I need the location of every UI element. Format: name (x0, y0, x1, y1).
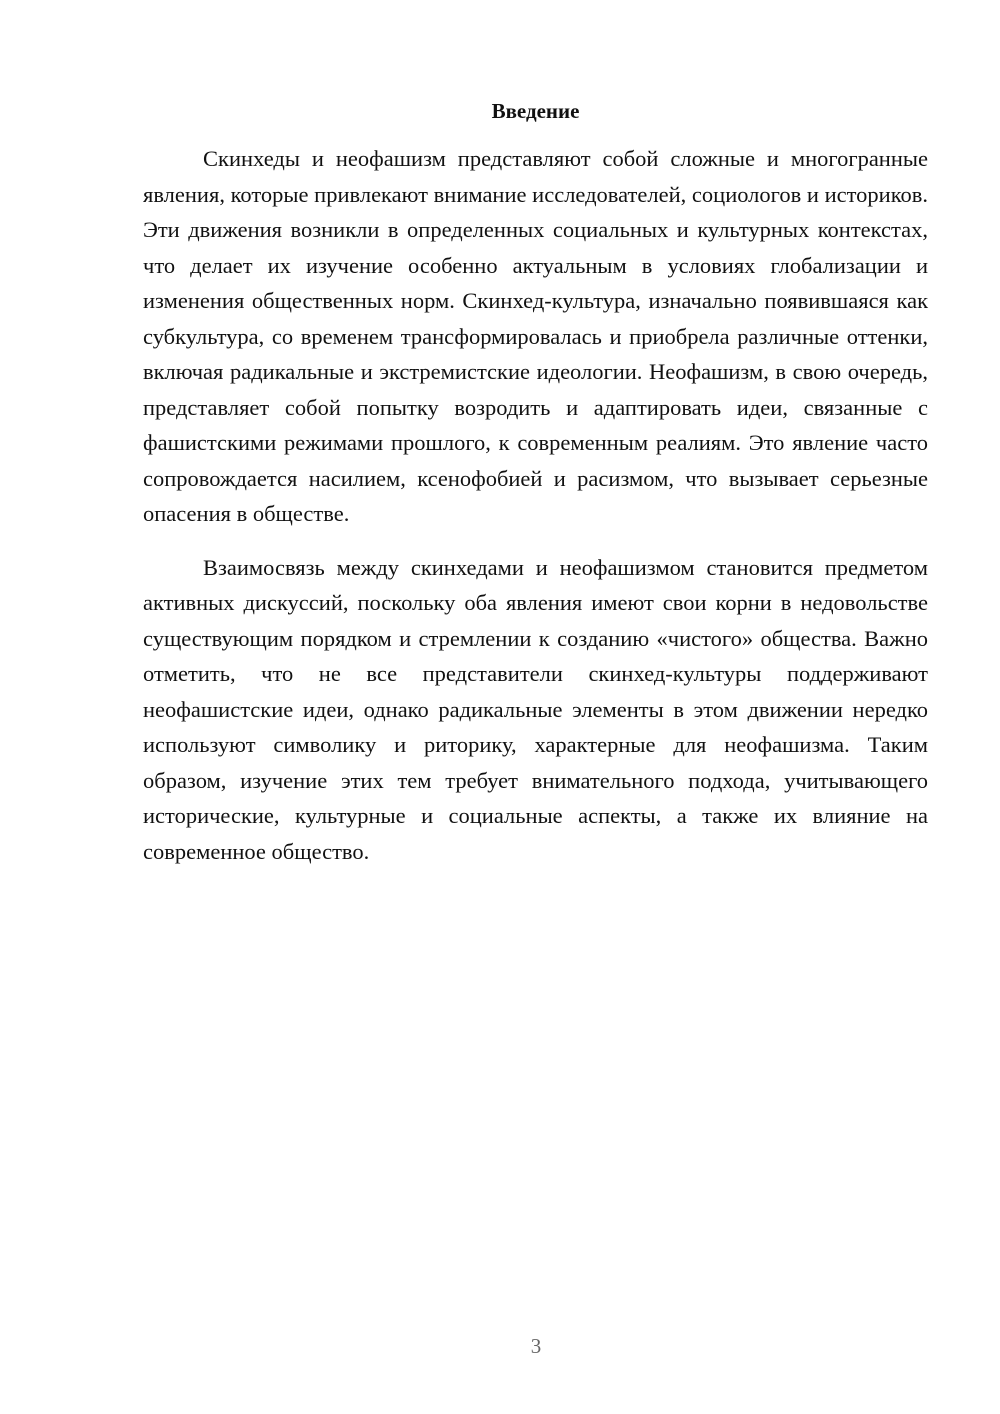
section-title: Введение (491, 99, 580, 123)
paragraph-2: Взаимосвязь между скинхедами и неофашизмом становится предметом активных дискуссий, поскольку оба явления имеют свои корни в недовольстве существующим порядком и стремлении к созданию «чистого» общества. Важно отметить, что не все представители скинхед-культуры поддерживают неофашистские идеи, однако радикальные элементы в этом движении нередко используют символику и риторику, характерные для неофашизма. Таким образом, изучение этих тем требует внимательного подхода, учитывающего исторические, культурные и социальные аспекты, а также их влияние на современное общество. (143, 554, 928, 864)
body-text (143, 141, 928, 869)
page-number: 3 (530, 1334, 542, 1358)
paragraph-1: Скинхеды и неофашизм представляют собой сложные и многогранные явления, которые привлекают внимание исследователей, социологов и историков. Эти движения возникли в определенных социальных и культурных контекстах, что делает их изучение особенно актуальным в условиях глобализации и изменения общественных норм. Скинхед-культура, изначально появившаяся как субкультура, со временем трансформировалась и приобрела различные оттенки, включая радикальные и экстремистские идеологии. Неофашизм, в свою очередь, представляет собой попытку возродить и адаптировать идеи, связанные с фашистскими режимами прошлого, к современным реалиям. Это явление часто сопровождается насилием, ксенофобией и расизмом, что вызывает серьезные опасения в обществе. (143, 146, 928, 526)
